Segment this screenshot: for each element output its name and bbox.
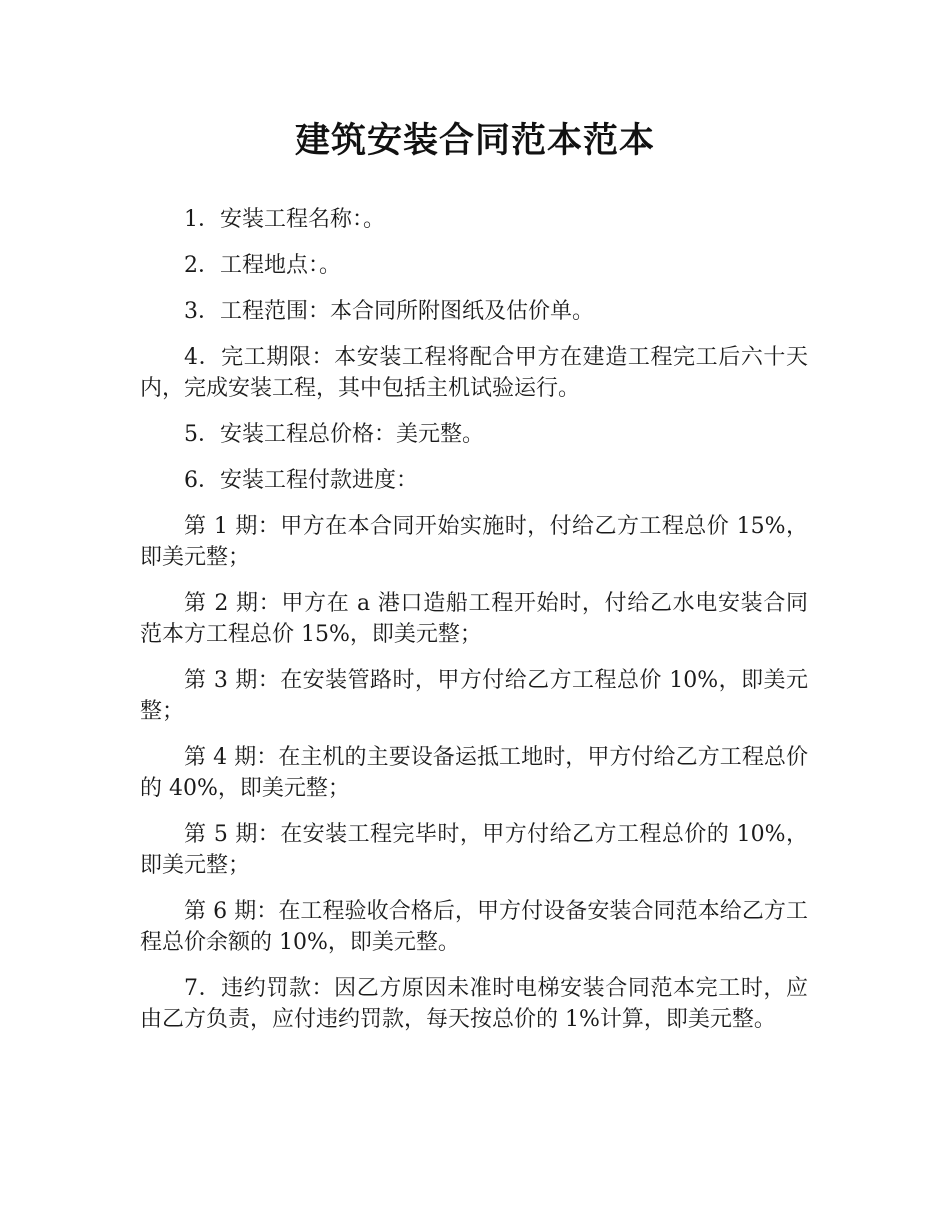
clause-project-name: 1．安装工程名称：。: [184, 207, 385, 232]
clause-completion-period: 4．完工期限：本安装工程将配合甲方在建造工程完工后六十天内，完成安装工程，其中包括主机试验运行。: [140, 345, 808, 401]
payment-installment-4: 第 4 期：在主机的主要设备运抵工地时，甲方付给乙方工程总价的 40%，即美元整；: [140, 745, 808, 801]
clause-project-scope: 3．工程范围：本合同所附图纸及估价单。: [184, 299, 594, 324]
payment-installment-3: 第 3 期：在安装管路时，甲方付给乙方工程总价 10%，即美元整；: [140, 668, 808, 724]
payment-installment-5: 第 5 期：在安装工程完毕时，甲方付给乙方工程总价的 10%，即美元整；: [140, 822, 808, 878]
clause-project-location: 2．工程地点：。: [184, 253, 341, 278]
clause-total-price: 5．安装工程总价格：美元整。: [184, 422, 484, 447]
payment-installment-6: 第 6 期：在工程验收合格后，甲方付设备安装合同范本给乙方工程总价余额的 10%，即美元整。: [140, 899, 808, 955]
clause-breach-penalty: 7．违约罚款：因乙方原因未准时电梯安装合同范本完工时，应由乙方负责，应付违约罚款，每天按总价的 1%计算，即美元整。: [140, 976, 808, 1032]
payment-installment-1: 第 1 期：甲方在本合同开始实施时，付给乙方工程总价 15%，即美元整；: [140, 514, 808, 570]
document-title: 建筑安装合同范本范本: [294, 121, 655, 161]
clause-payment-schedule: 6．安装工程付款进度：: [184, 468, 418, 493]
payment-installment-2: 第 2 期：甲方在 a 港口造船工程开始时，付给乙水电安装合同范本方工程总价 15%，即美元整；: [140, 591, 808, 647]
document-body: [140, 204, 808, 1050]
